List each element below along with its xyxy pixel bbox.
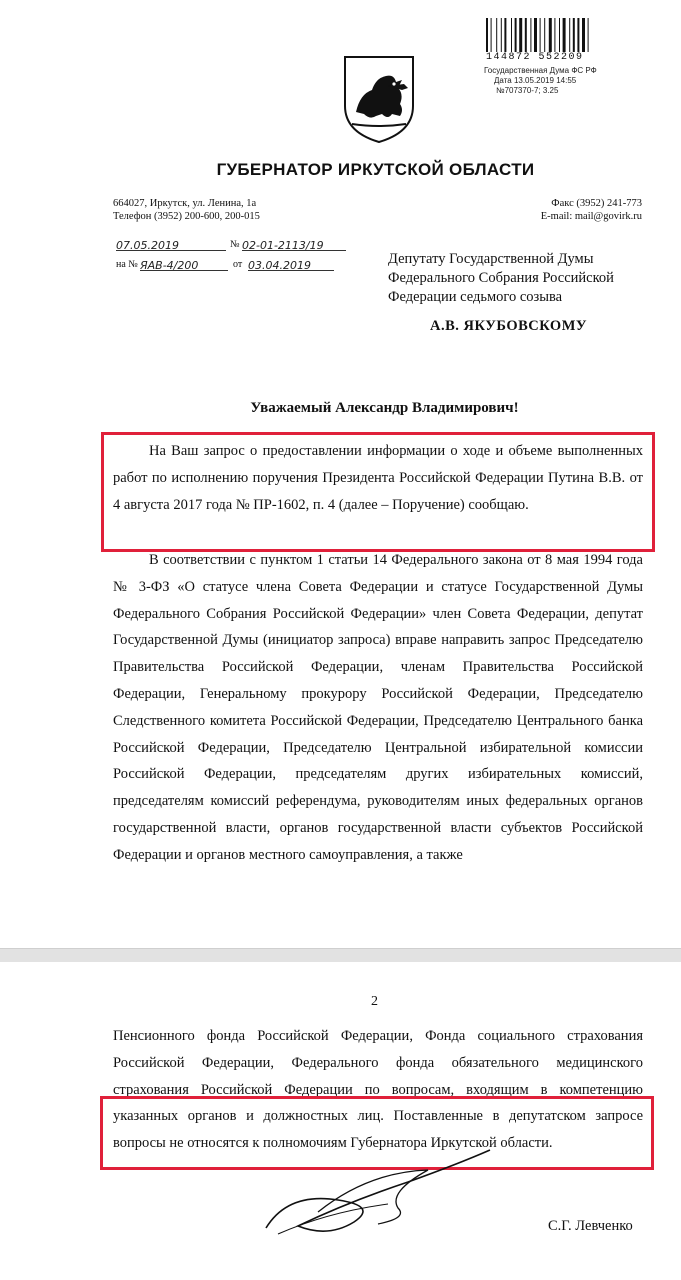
barcode-bar <box>515 18 517 52</box>
barcode-bar <box>496 18 497 52</box>
barcode-bar <box>525 18 527 52</box>
barcode <box>484 18 614 52</box>
reg-number-label: № <box>230 239 240 250</box>
barcode-bar <box>534 18 537 52</box>
barcode-bar <box>486 18 488 52</box>
handwritten-signature <box>258 1142 498 1242</box>
barcode-bar <box>559 18 560 52</box>
barcode-bar <box>582 18 585 52</box>
barcode-bar <box>549 18 552 52</box>
recipient-line: Депутату Государственной Думы <box>388 251 594 267</box>
barcode-bar <box>554 18 555 52</box>
fax-line: Факс (3952) 241-773 <box>551 198 642 209</box>
reg-date-line <box>116 236 226 251</box>
reg-from-label: от <box>233 259 243 270</box>
reg-ref-date: 03.04.2019 <box>248 259 311 272</box>
barcode-bar <box>577 18 579 52</box>
stamp-org: Государственная Дума ФС РФ <box>484 66 597 75</box>
sender-contacts <box>528 197 642 223</box>
stamp-reg: №707370-7; 3.25 <box>496 86 559 95</box>
barcode-bar <box>544 18 545 52</box>
barcode-bar <box>573 18 575 52</box>
reg-date: 07.05.2019 <box>116 239 179 252</box>
barcode-bar <box>588 18 589 52</box>
email-line: E-mail: mail@govirk.ru <box>540 211 642 222</box>
signer-name: С.Г. Левченко <box>548 1218 633 1234</box>
recipient-name: А.В. ЯКУБОВСКОМУ <box>430 318 588 334</box>
reg-on-label: на № <box>116 259 138 270</box>
reg-number-line <box>242 236 346 251</box>
recipient-line: Федерального Собрания Российской <box>388 270 614 286</box>
barcode-number: 144872 552209 <box>486 52 584 63</box>
reg-ref-line <box>140 256 228 271</box>
barcode-bar <box>540 18 541 52</box>
recipient-line: Федерации седьмого созыва <box>388 289 563 305</box>
recipient-block <box>388 250 648 307</box>
barcode-bar <box>569 18 570 52</box>
document-page-2 <box>0 962 681 1280</box>
sender-address <box>113 197 260 223</box>
registration-stamp <box>484 18 618 96</box>
paragraph-1: На Ваш запрос о предоставлении информации о ходе и объеме выполненных работ по исполнению поручения Президента Российской Федерации Путина В.В. от 4 августа 2017 года № ПР-1602, п. 4 (далее – Поручение) сообщаю. <box>113 443 643 513</box>
highlight-box-1 <box>101 432 655 552</box>
reg-ref-number: ЯАВ-4/200 <box>140 259 199 272</box>
barcode-bar <box>530 18 531 52</box>
irkutsk-coat-of-arms-icon <box>342 54 416 144</box>
phone-line: Телефон (3952) 200-600, 200-015 <box>113 211 260 222</box>
paragraph-2: В соответствии с пунктом 1 статьи 14 Федерального закона от 8 мая 1994 года № 3-ФЗ «О статусе члена Совета Федерации и статусе Государственной Думы Федерального Собрания Российской Федерации» член Совета Федерации, депутат Государственной Думы (инициатор запроса) вправе направить запрос Председателю Правительства Российской Федерации, членам Правительства Российской Федерации, Генеральному прокурору Российской Федерации, Председателю Следственного комитета Российской Федерации, Председателю Центрального банка Российской Федерации, Председателю Центральной избирательной комиссии Российской Федерации, председателям других избирательных комиссий, председателям комиссий референдума, руководителям иных федеральных органов государственной власти, органов государственной власти субъектов Российской Федерации и органов местного самоуправления, а также <box>113 552 643 863</box>
barcode-bar <box>491 18 492 52</box>
barcode-bar <box>511 18 512 52</box>
paragraph-3: Пенсионного фонда Российской Федерации, Фонда социального страхования Российской Федерации, Федерального фонда обязательного медицинского страхования Российской Федерации по вопросам, входящим в компетенцию указанных органов и должностных лиц. Поставленные в депутатском запросе вопросы не относятся к полномочиям Губернатора Иркутской области. <box>113 1028 643 1152</box>
sender-title: ГУБЕРНАТОР ИРКУТСКОЙ ОБЛАСТИ <box>216 160 535 179</box>
reg-number: 02-01-2113/19 <box>242 239 324 252</box>
stamp-date: Дата 13.05.2019 14:55 <box>494 76 577 85</box>
salutation: Уважаемый Александр Владимирович! <box>250 400 519 416</box>
page-number: 2 <box>371 994 378 1009</box>
barcode-bar <box>563 18 566 52</box>
barcode-bar <box>504 18 506 52</box>
address-line: 664027, Иркутск, ул. Ленина, 1а <box>113 198 257 209</box>
barcode-bar <box>519 18 522 52</box>
reg-ref-date-line <box>248 256 334 271</box>
barcode-bar <box>501 18 502 52</box>
